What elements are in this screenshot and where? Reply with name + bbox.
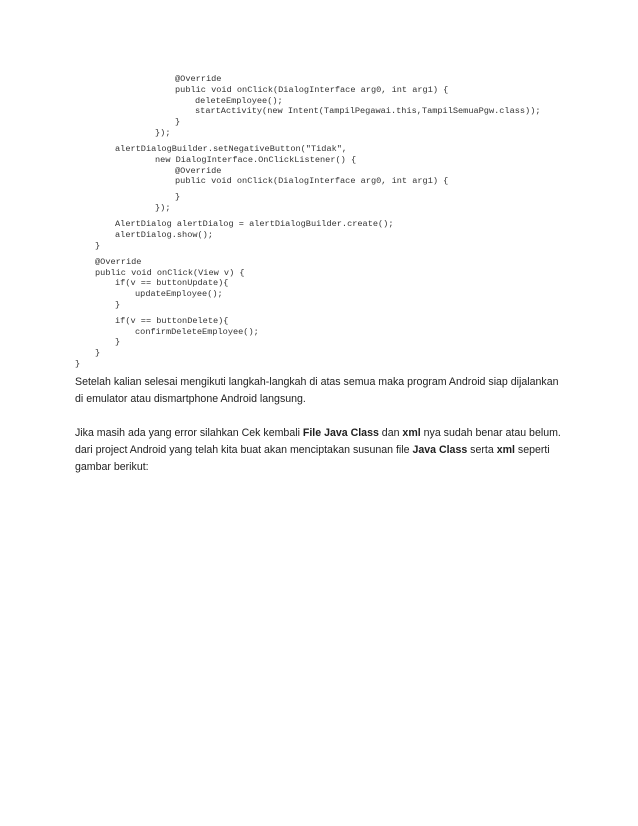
code-line: } — [115, 337, 121, 348]
paragraph-instructions: Setelah kalian selesai mengikuti langkah-langkah di atas semua maka program Android siap dijalankan di emulator atau dismartphone Android langsung. — [75, 376, 559, 405]
code-line: } — [175, 117, 181, 128]
code-line: alertDialog.show(); — [115, 229, 213, 240]
code-line: updateEmployee(); — [135, 289, 223, 300]
bold-xml: xml — [402, 427, 421, 439]
code-line: } — [175, 192, 181, 203]
code-line: if(v == buttonDelete){ — [115, 315, 229, 326]
code-line: public void onClick(DialogInterface arg0, int arg1) { — [175, 84, 449, 95]
bold-java-class: Java Class — [412, 444, 468, 456]
code-line: alertDialogBuilder.setNegativeButton("Tidak", — [115, 143, 348, 154]
code-line: new DialogInterface.OnClickListener() { — [155, 154, 357, 165]
code-line: }); — [155, 203, 171, 214]
code-listing — [0, 74, 638, 370]
code-line: @Override — [175, 74, 222, 84]
bold-xml: xml — [496, 444, 515, 456]
code-line: } — [95, 348, 101, 359]
code-line: @Override — [95, 256, 142, 267]
code-line: startActivity(new Intent(TampilPegawai.this,TampilSemuaPgw.class)); — [195, 106, 541, 117]
code-line: } — [115, 299, 121, 310]
paragraph-error-check: Jika masih ada yang error silahkan Cek kembali File Java Class dan xml nya sudah benar atau belum. dari project Android yang telah kita buat akan menciptakan susunan file Java Class serta xml seperti gambar berikut: — [75, 427, 561, 473]
code-line: confirmDeleteEmployee(); — [135, 326, 259, 337]
code-line: @Override — [175, 165, 222, 176]
code-line: deleteEmployee(); — [195, 95, 283, 106]
code-line: public void onClick(DialogInterface arg0, int arg1) { — [175, 176, 449, 187]
code-line: if(v == buttonUpdate){ — [115, 278, 229, 289]
code-line: } — [75, 359, 81, 370]
bold-file-java-class: File Java Class — [302, 427, 379, 439]
code-line: } — [95, 240, 101, 251]
code-line: public void onClick(View v) { — [95, 267, 245, 278]
code-line: }); — [155, 127, 171, 138]
code-line: AlertDialog alertDialog = alertDialogBuilder.create(); — [115, 219, 394, 230]
